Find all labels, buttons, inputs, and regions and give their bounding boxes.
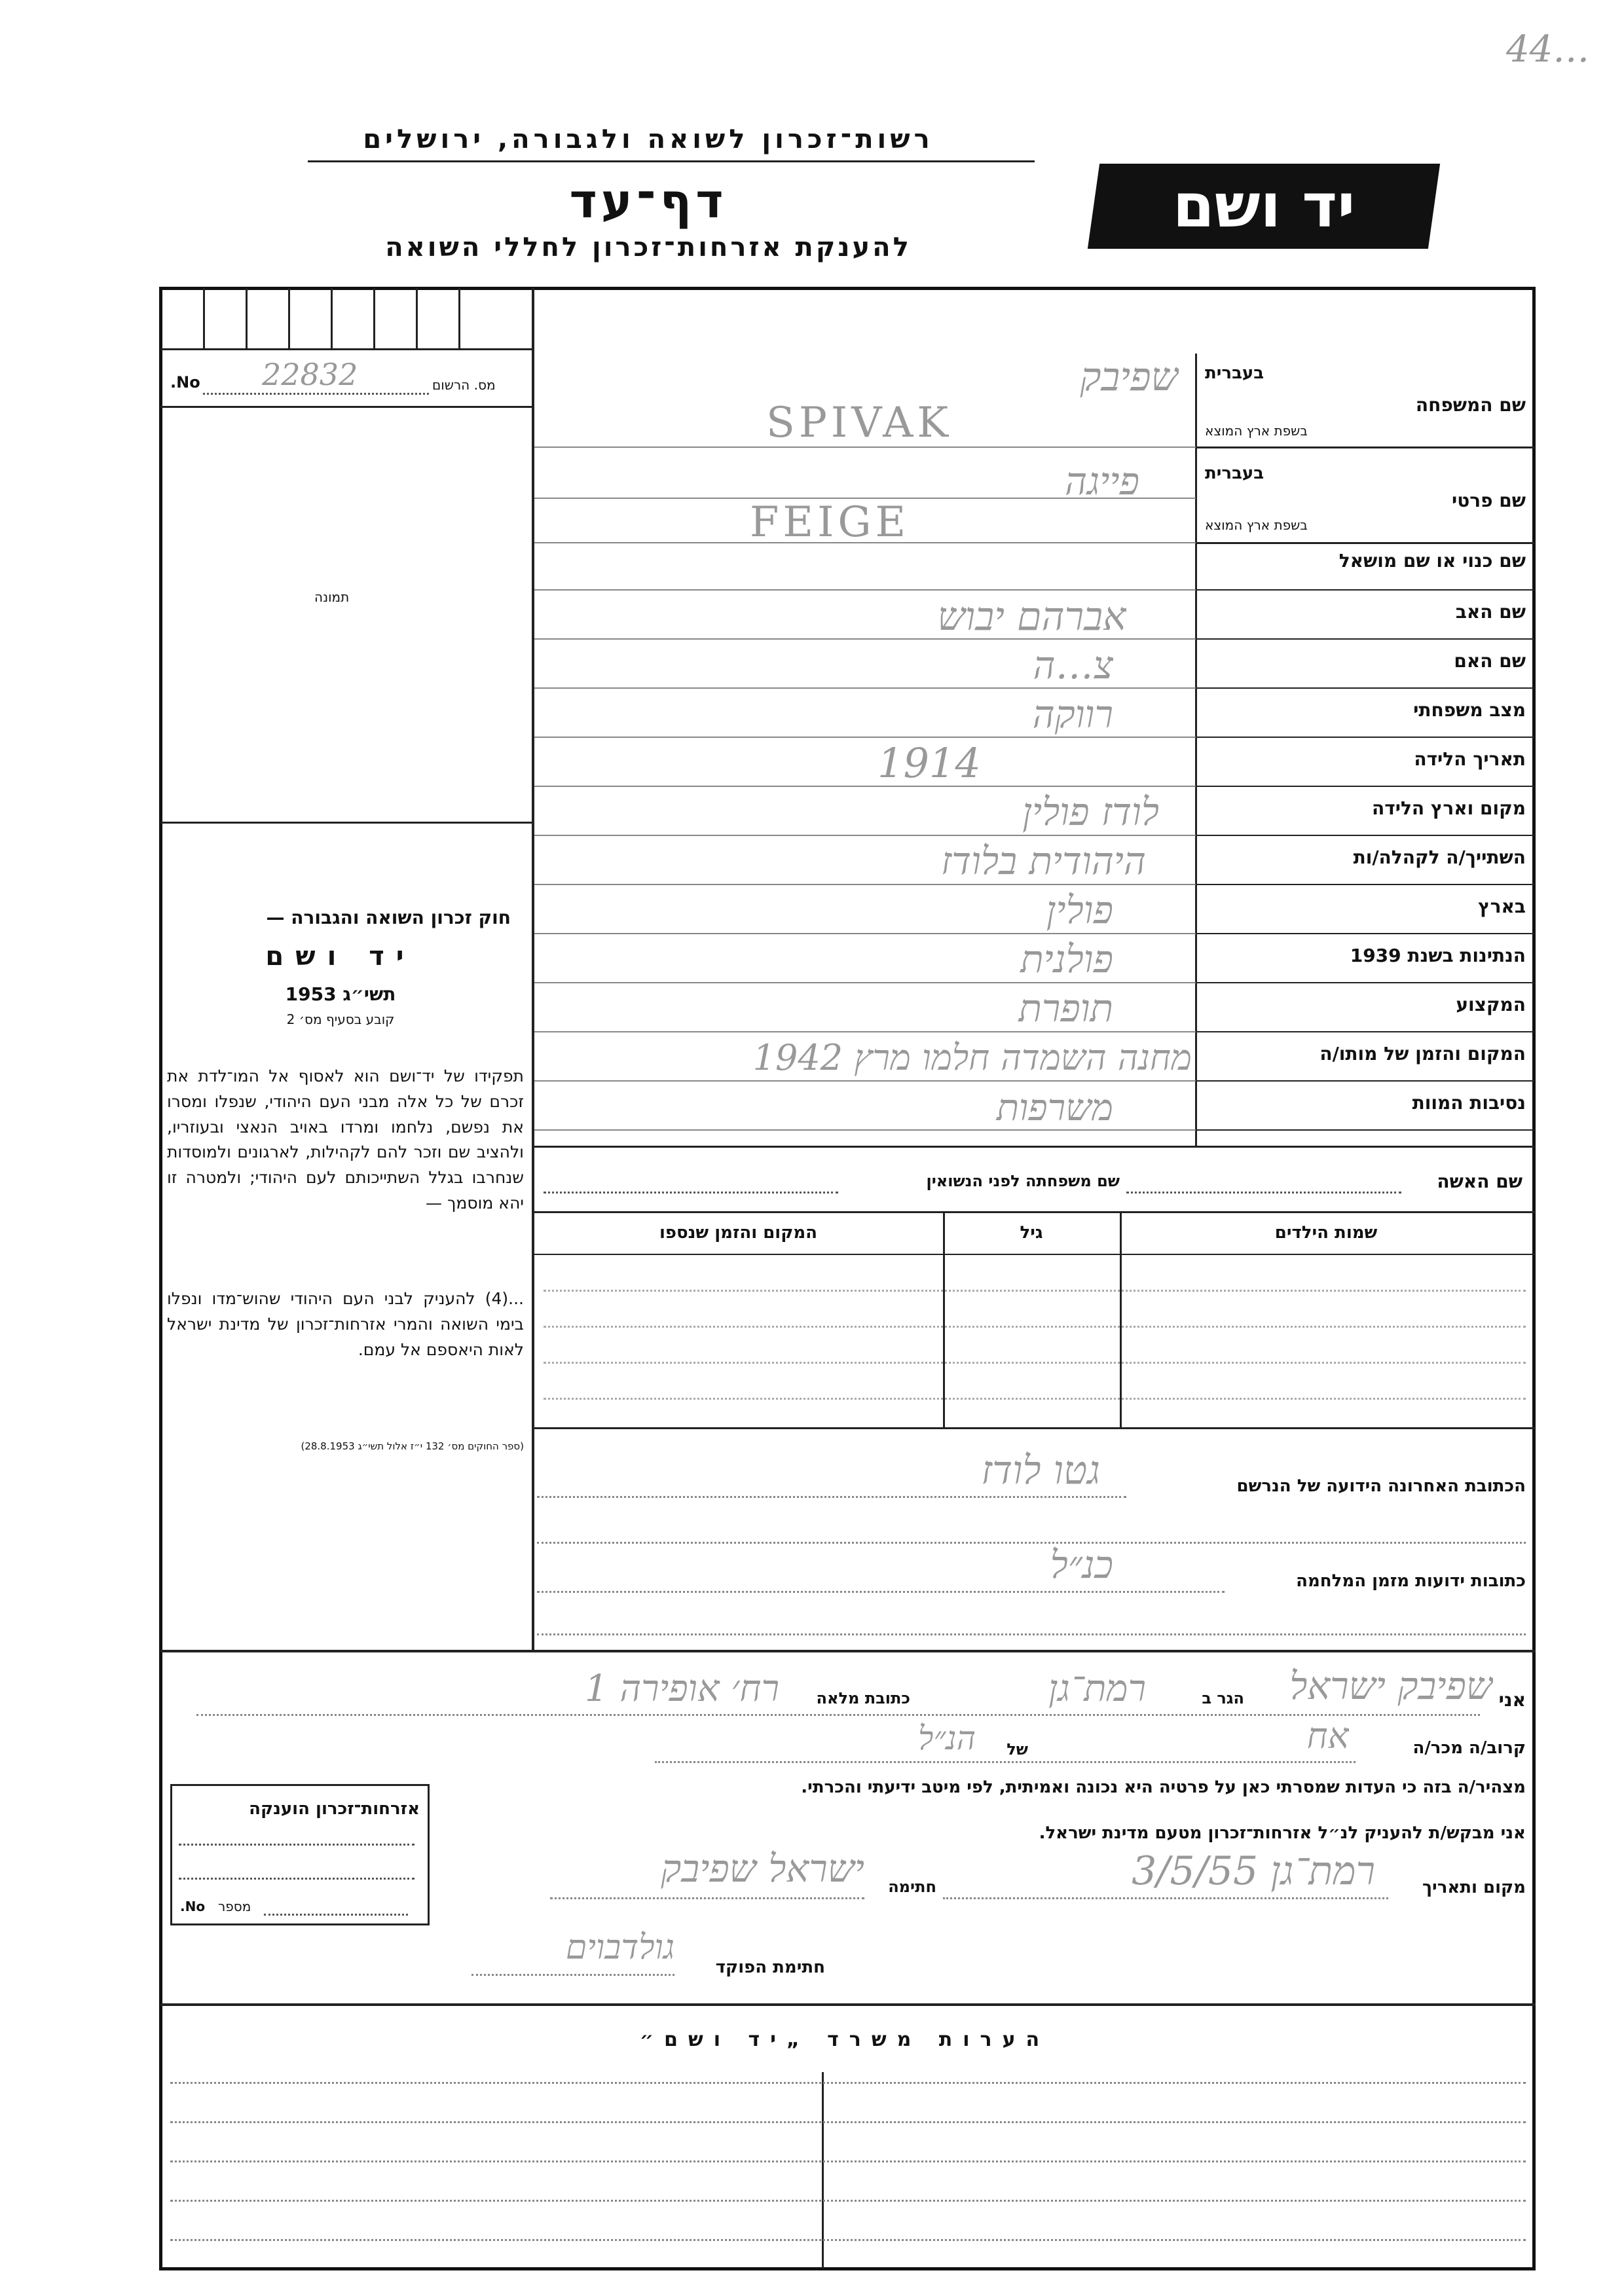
birth-date-label: תאריך הלידה (1414, 748, 1526, 770)
photo-label: תמונה (314, 589, 350, 605)
birth-place-input[interactable] (819, 791, 1159, 833)
father-label: שם האב (1455, 601, 1526, 623)
registration-label: מס. הרשום (432, 377, 496, 393)
last-address-input[interactable] (760, 1447, 1100, 1494)
relative-label: קרוב/ה מכר/ה (1412, 1738, 1526, 1758)
death-place-label: המקום והזמן של מותו/ה (1320, 1043, 1526, 1065)
declarant-i-label: אני (1498, 1689, 1526, 1711)
citizenship-no-label: No. (180, 1899, 206, 1914)
marital-label: מצב משפחתי (1413, 699, 1526, 721)
death-place-input[interactable] (537, 1036, 1192, 1078)
first-name-label: שם פרטי (1451, 490, 1526, 511)
photo-area[interactable] (164, 409, 530, 822)
children-death-header: המקום והזמן שנספו (659, 1223, 818, 1243)
reg-strip-bottom (160, 348, 534, 350)
label-column-divider (1195, 354, 1197, 1146)
wife-name-input[interactable] (1133, 1159, 1401, 1192)
declarant-city-input[interactable] (917, 1666, 1146, 1711)
law-reference: (ספר החוקים מס׳ 132 י״ז אלול תשי״ג 28.8.1953) (301, 1440, 524, 1452)
law-year: תשי״ג 1953 (285, 983, 396, 1005)
death-circ-label: נסיבות המוות (1412, 1092, 1526, 1114)
authority-heading: רשות־זכרון לשואה ולגבורה, ירושלים (363, 124, 934, 155)
first-name-hebrew-input[interactable] (851, 458, 1139, 504)
father-input[interactable] (733, 596, 1126, 638)
community-input[interactable] (766, 840, 1146, 882)
war-addresses-label: כתובות ידועות מזמן המלחמה (1296, 1571, 1526, 1591)
law-name: יד ושם (265, 941, 416, 972)
left-column-divider (532, 288, 534, 1650)
last-address-label: הכתובת האחרונה הידועה של הנרשם (1236, 1476, 1526, 1496)
place-date-label: מקום ותאריך (1422, 1878, 1526, 1897)
family-name-label: שם המשפחה (1415, 394, 1526, 416)
mother-input[interactable] (819, 645, 1113, 685)
death-circ-input[interactable] (786, 1087, 1113, 1129)
declarant-name-input[interactable] (1244, 1663, 1493, 1709)
declaration-request: אני מבקש/ת להעניק לנ״ל אזרחות־זכרון מטעם מדינת ישראל. (1039, 1823, 1526, 1843)
law-paragraph-1: תפקידו של יד־ושם הוא לאסוף אל המו־לדת את זכרם של כל אלה מבני העם היהודי, שנפלו ומסרו את נפשם, נלחמו ומרדו באויב הנאצי ובעוזריו, ולהציב שם וזכר להם לקהילות, לארגונים ולמוסדות שנחרבו בגלל השתייכותם לעם היהודי; ולמטרה זו יהא מוסמך — (167, 1066, 524, 1212)
first-name-native-input[interactable] (750, 500, 1012, 545)
citizenship-label: הנתינות בשנת 1939 (1350, 945, 1526, 966)
law-title: חוק זכרון השואה והגבורה — (266, 907, 511, 928)
officer-signature-input[interactable] (485, 1925, 674, 1971)
country-input[interactable] (838, 889, 1113, 931)
family-name-hebrew-input[interactable] (851, 354, 1179, 401)
birth-place-label: מקום וארץ הלידה (1372, 797, 1526, 819)
family-hebrew-label: בעברית (1205, 363, 1264, 383)
registration-number-input[interactable] (262, 355, 419, 394)
page-subtitle: להענקת אזרחות־זכרון לחללי השואה (385, 232, 912, 263)
law-paragraph-2: ...(4) להעניק לבני העם היהודי שהוש־מדו ונפלו בימי השואה והמרי אזרחות־זכרון של מדינת ישראל לאות היאספם אל עמם. (167, 1289, 524, 1359)
family-native-label: בשפת ארץ המוצא (1205, 423, 1308, 439)
declarant-signature-input[interactable] (550, 1843, 864, 1894)
community-label: השתייך/ה לקהלה/ות (1353, 847, 1526, 868)
birth-date-input[interactable] (877, 742, 1107, 784)
corner-archive-number[interactable] (1506, 26, 1617, 72)
office-notes-title: הערות משרד „יד ושם״ (639, 2028, 1050, 2051)
page-title: דף־עד (569, 173, 728, 228)
authority-underline (308, 160, 1035, 162)
country-label: בארץ (1478, 896, 1526, 917)
registration-no-label: No. (170, 373, 200, 392)
place-date-input[interactable] (943, 1846, 1375, 1896)
first-native-label: בשפת ארץ המוצא (1205, 517, 1308, 533)
declarant-address-input[interactable] (210, 1666, 779, 1711)
signature-label: חתימה (888, 1878, 936, 1896)
full-address-label: כתובת מלאה (816, 1689, 910, 1707)
yad-vashem-logo: יד ושם (1088, 164, 1440, 249)
marital-input[interactable] (819, 694, 1113, 735)
relation-input[interactable] (1231, 1715, 1349, 1756)
wife-name-label: שם האשה (1437, 1171, 1522, 1192)
citizenship-number-label: מספר (218, 1899, 251, 1914)
war-addresses-input[interactable] (917, 1542, 1113, 1588)
family-name-native-input[interactable] (766, 399, 1094, 446)
children-names-header: שמות הילדים (1274, 1223, 1378, 1243)
law-section: קובע בסעיף מס׳ 2 (286, 1011, 395, 1027)
relation-of-input[interactable] (805, 1719, 976, 1758)
profession-input[interactable] (838, 987, 1113, 1029)
officer-signature-label: חתימת הפוקד (715, 1958, 825, 1977)
resides-label: הגר ב (1202, 1689, 1244, 1707)
nickname-label: שם כנוי או שם מושאל (1338, 550, 1526, 572)
citizenship-granted-box (170, 1784, 430, 1925)
children-age-header: גיל (1020, 1223, 1043, 1243)
profession-label: המקצוע (1456, 994, 1526, 1015)
maiden-name-input[interactable] (550, 1159, 838, 1192)
declaration-statement: מצהיר/ה בזה כי העדות שמסרתי כאן על פרטיה היא נכונה ואמיתית, לפי מיטב ידיעתי והכרתי. (801, 1777, 1526, 1797)
first-hebrew-label: בעברית (1205, 464, 1264, 483)
mother-label: שם האם (1454, 650, 1526, 672)
citizenship-granted-title: אזרחות־זכרון הוענקה (249, 1799, 420, 1819)
citizenship-input[interactable] (838, 938, 1113, 980)
nickname-input[interactable] (655, 547, 1179, 586)
of-label: של (1006, 1740, 1028, 1758)
maiden-name-label: שם משפחתה לפני הנשואין (926, 1172, 1120, 1190)
